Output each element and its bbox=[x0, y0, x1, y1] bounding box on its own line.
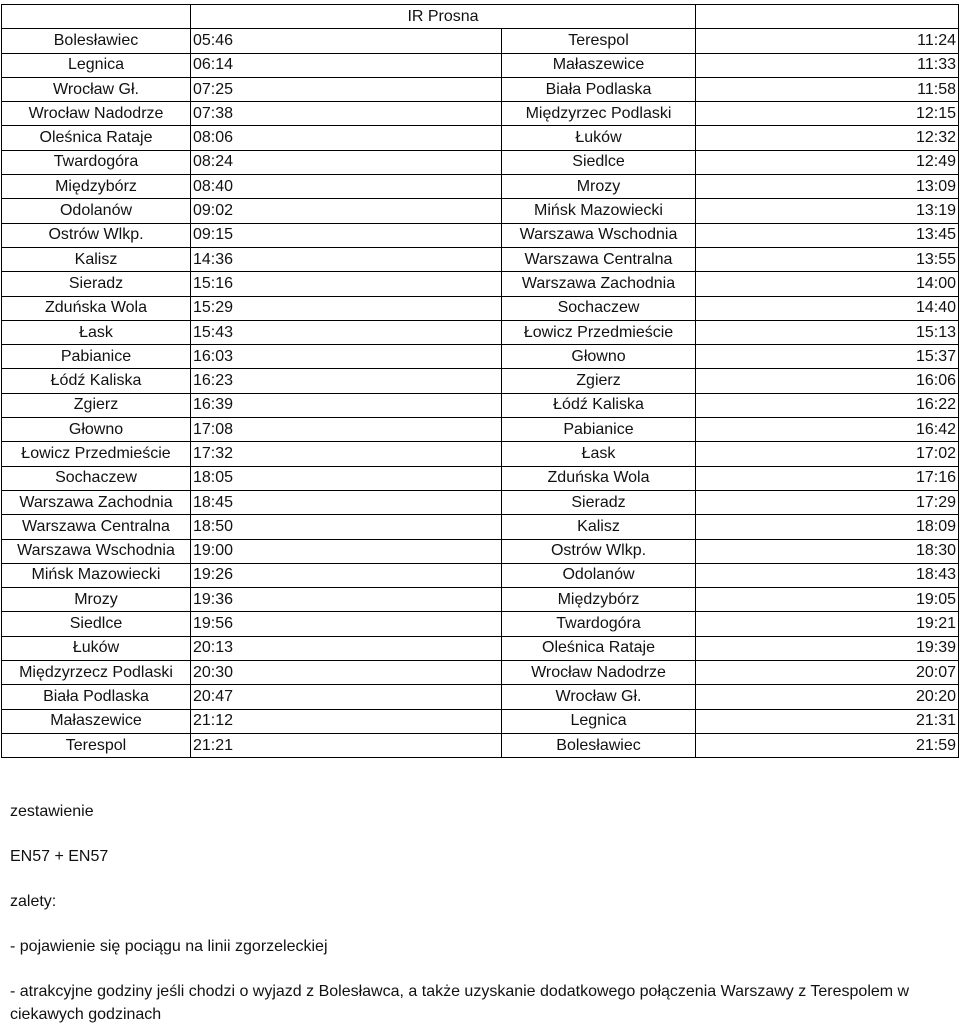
departure-station-cell: Twardogóra bbox=[2, 150, 191, 174]
return-station-cell: Łask bbox=[502, 442, 696, 466]
notes-heading: zestawienie bbox=[10, 803, 94, 820]
timetable-row bbox=[2, 223, 959, 247]
title-spacer-cell bbox=[2, 5, 191, 29]
timetable-row bbox=[2, 320, 959, 344]
departure-time-cell: 15:16 bbox=[191, 272, 502, 296]
departure-station-cell: Ostrów Wlkp. bbox=[2, 223, 191, 247]
departure-time-cell: 08:06 bbox=[191, 126, 502, 150]
departure-station-cell: Łask bbox=[2, 320, 191, 344]
train-title: IR Prosna bbox=[191, 5, 696, 29]
departure-station-cell: Warszawa Zachodnia bbox=[2, 490, 191, 514]
departure-station-cell: Warszawa Centralna bbox=[2, 515, 191, 539]
return-station-cell: Ostrów Wlkp. bbox=[502, 539, 696, 563]
return-time-cell: 11:33 bbox=[696, 53, 959, 77]
timetable-row bbox=[2, 77, 959, 101]
return-station-cell: Łuków bbox=[502, 126, 696, 150]
title-spacer-cell bbox=[696, 5, 959, 29]
return-time-cell: 11:24 bbox=[696, 29, 959, 53]
return-time-cell: 18:09 bbox=[696, 515, 959, 539]
departure-time-cell: 06:14 bbox=[191, 53, 502, 77]
timetable-row bbox=[2, 685, 959, 709]
return-station-cell: Twardogóra bbox=[502, 612, 696, 636]
departure-station-cell: Wrocław Gł. bbox=[2, 77, 191, 101]
timetable-row bbox=[2, 175, 959, 199]
timetable-row bbox=[2, 345, 959, 369]
departure-time-cell: 07:38 bbox=[191, 102, 502, 126]
return-time-cell: 15:37 bbox=[696, 345, 959, 369]
departure-time-cell: 20:47 bbox=[191, 685, 502, 709]
timetable-row bbox=[2, 102, 959, 126]
return-station-cell: Małaszewice bbox=[502, 53, 696, 77]
timetable-row bbox=[2, 199, 959, 223]
timetable-row bbox=[2, 612, 959, 636]
return-station-cell: Zduńska Wola bbox=[502, 466, 696, 490]
return-station-cell: Mińsk Mazowiecki bbox=[502, 199, 696, 223]
return-time-cell: 21:31 bbox=[696, 709, 959, 733]
return-time-cell: 16:42 bbox=[696, 418, 959, 442]
timetable-row bbox=[2, 369, 959, 393]
timetable-row bbox=[2, 733, 959, 757]
departure-time-cell: 15:43 bbox=[191, 320, 502, 344]
departure-time-cell: 17:32 bbox=[191, 442, 502, 466]
timetable-row bbox=[2, 272, 959, 296]
departure-time-cell: 19:26 bbox=[191, 563, 502, 587]
return-station-cell: Międzybórz bbox=[502, 588, 696, 612]
train-consist: EN57 + EN57 bbox=[10, 848, 109, 865]
departure-time-cell: 14:36 bbox=[191, 247, 502, 271]
departure-time-cell: 20:13 bbox=[191, 636, 502, 660]
return-station-cell: Warszawa Wschodnia bbox=[502, 223, 696, 247]
benefit-item: - pojawienie się pociągu na linii zgorzeleckiej bbox=[10, 938, 328, 955]
return-time-cell: 12:32 bbox=[696, 126, 959, 150]
return-station-cell: Terespol bbox=[502, 29, 696, 53]
benefits-label: zalety: bbox=[10, 893, 57, 910]
departure-time-cell: 20:30 bbox=[191, 661, 502, 685]
departure-station-cell: Oleśnica Rataje bbox=[2, 126, 191, 150]
departure-station-cell: Mrozy bbox=[2, 588, 191, 612]
departure-station-cell: Legnica bbox=[2, 53, 191, 77]
return-station-cell: Łowicz Przedmieście bbox=[502, 320, 696, 344]
departure-station-cell: Łowicz Przedmieście bbox=[2, 442, 191, 466]
return-station-cell: Sochaczew bbox=[502, 296, 696, 320]
departure-station-cell: Terespol bbox=[2, 733, 191, 757]
timetable-row bbox=[2, 418, 959, 442]
return-station-cell: Zgierz bbox=[502, 369, 696, 393]
return-time-cell: 18:43 bbox=[696, 563, 959, 587]
departure-station-cell: Sochaczew bbox=[2, 466, 191, 490]
departure-station-cell: Mińsk Mazowiecki bbox=[2, 563, 191, 587]
departure-station-cell: Warszawa Wschodnia bbox=[2, 539, 191, 563]
departure-time-cell: 16:03 bbox=[191, 345, 502, 369]
return-time-cell: 15:13 bbox=[696, 320, 959, 344]
timetable-row bbox=[2, 29, 959, 53]
timetable-row bbox=[2, 393, 959, 417]
return-time-cell: 19:39 bbox=[696, 636, 959, 660]
return-station-cell: Wrocław Gł. bbox=[502, 685, 696, 709]
return-station-cell: Głowno bbox=[502, 345, 696, 369]
return-time-cell: 17:02 bbox=[696, 442, 959, 466]
return-station-cell: Legnica bbox=[502, 709, 696, 733]
departure-time-cell: 19:00 bbox=[191, 539, 502, 563]
return-station-cell: Siedlce bbox=[502, 150, 696, 174]
return-time-cell: 12:49 bbox=[696, 150, 959, 174]
benefit-item: - atrakcyjne godziny jeśli chodzi o wyjazd z Bolesławca, a także uzyskanie dodatkowego połączenia Warszawy z Terespolem w ciekawych godzinach bbox=[10, 983, 910, 1023]
return-time-cell: 20:07 bbox=[696, 661, 959, 685]
return-time-cell: 16:22 bbox=[696, 393, 959, 417]
timetable-row bbox=[2, 126, 959, 150]
return-time-cell: 21:59 bbox=[696, 733, 959, 757]
departure-time-cell: 18:50 bbox=[191, 515, 502, 539]
departure-station-cell: Zgierz bbox=[2, 393, 191, 417]
departure-time-cell: 18:45 bbox=[191, 490, 502, 514]
departure-station-cell: Pabianice bbox=[2, 345, 191, 369]
departure-station-cell: Międzybórz bbox=[2, 175, 191, 199]
timetable-row bbox=[2, 466, 959, 490]
timetable-row bbox=[2, 150, 959, 174]
departure-time-cell: 09:15 bbox=[191, 223, 502, 247]
return-station-cell: Warszawa Zachodnia bbox=[502, 272, 696, 296]
timetable-row bbox=[2, 661, 959, 685]
timetable-row bbox=[2, 588, 959, 612]
timetable-body bbox=[2, 5, 959, 758]
departure-station-cell: Kalisz bbox=[2, 247, 191, 271]
timetable-row bbox=[2, 296, 959, 320]
return-station-cell: Biała Podlaska bbox=[502, 77, 696, 101]
return-time-cell: 12:15 bbox=[696, 102, 959, 126]
departure-time-cell: 17:08 bbox=[191, 418, 502, 442]
timetable-row bbox=[2, 563, 959, 587]
departure-time-cell: 07:25 bbox=[191, 77, 502, 101]
departure-time-cell: 19:36 bbox=[191, 588, 502, 612]
return-time-cell: 17:29 bbox=[696, 490, 959, 514]
return-time-cell: 18:30 bbox=[696, 539, 959, 563]
return-time-cell: 14:00 bbox=[696, 272, 959, 296]
departure-time-cell: 16:23 bbox=[191, 369, 502, 393]
departure-station-cell: Głowno bbox=[2, 418, 191, 442]
return-station-cell: Międzyrzec Podlaski bbox=[502, 102, 696, 126]
departure-time-cell: 15:29 bbox=[191, 296, 502, 320]
return-time-cell: 13:45 bbox=[696, 223, 959, 247]
return-time-cell: 17:16 bbox=[696, 466, 959, 490]
departure-station-cell: Zduńska Wola bbox=[2, 296, 191, 320]
departure-station-cell: Międzyrzecz Podlaski bbox=[2, 661, 191, 685]
timetable-row bbox=[2, 490, 959, 514]
timetable-row bbox=[2, 709, 959, 733]
return-time-cell: 11:58 bbox=[696, 77, 959, 101]
departure-time-cell: 08:24 bbox=[191, 150, 502, 174]
return-time-cell: 19:21 bbox=[696, 612, 959, 636]
title-row bbox=[2, 5, 959, 29]
return-station-cell: Łódź Kaliska bbox=[502, 393, 696, 417]
timetable-row bbox=[2, 539, 959, 563]
timetable bbox=[1, 4, 959, 758]
return-time-cell: 13:09 bbox=[696, 175, 959, 199]
return-station-cell: Odolanów bbox=[502, 563, 696, 587]
departure-time-cell: 08:40 bbox=[191, 175, 502, 199]
departure-station-cell: Biała Podlaska bbox=[2, 685, 191, 709]
timetable-row bbox=[2, 515, 959, 539]
timetable-row bbox=[2, 442, 959, 466]
timetable-row bbox=[2, 53, 959, 77]
notes-section bbox=[10, 800, 940, 1026]
return-station-cell: Bolesławiec bbox=[502, 733, 696, 757]
return-station-cell: Sieradz bbox=[502, 490, 696, 514]
departure-station-cell: Sieradz bbox=[2, 272, 191, 296]
departure-time-cell: 05:46 bbox=[191, 29, 502, 53]
departure-station-cell: Małaszewice bbox=[2, 709, 191, 733]
timetable-row bbox=[2, 636, 959, 660]
return-station-cell: Mrozy bbox=[502, 175, 696, 199]
return-time-cell: 20:20 bbox=[696, 685, 959, 709]
departure-station-cell: Odolanów bbox=[2, 199, 191, 223]
departure-time-cell: 19:56 bbox=[191, 612, 502, 636]
departure-time-cell: 21:12 bbox=[191, 709, 502, 733]
return-time-cell: 19:05 bbox=[696, 588, 959, 612]
return-time-cell: 14:40 bbox=[696, 296, 959, 320]
departure-time-cell: 18:05 bbox=[191, 466, 502, 490]
return-time-cell: 13:19 bbox=[696, 199, 959, 223]
return-time-cell: 16:06 bbox=[696, 369, 959, 393]
timetable-row bbox=[2, 247, 959, 271]
departure-time-cell: 09:02 bbox=[191, 199, 502, 223]
departure-station-cell: Siedlce bbox=[2, 612, 191, 636]
departure-time-cell: 16:39 bbox=[191, 393, 502, 417]
return-station-cell: Oleśnica Rataje bbox=[502, 636, 696, 660]
return-station-cell: Warszawa Centralna bbox=[502, 247, 696, 271]
departure-station-cell: Bolesławiec bbox=[2, 29, 191, 53]
return-station-cell: Wrocław Nadodrze bbox=[502, 661, 696, 685]
return-station-cell: Kalisz bbox=[502, 515, 696, 539]
departure-station-cell: Łódź Kaliska bbox=[2, 369, 191, 393]
departure-time-cell: 21:21 bbox=[191, 733, 502, 757]
departure-station-cell: Łuków bbox=[2, 636, 191, 660]
departure-station-cell: Wrocław Nadodrze bbox=[2, 102, 191, 126]
return-time-cell: 13:55 bbox=[696, 247, 959, 271]
return-station-cell: Pabianice bbox=[502, 418, 696, 442]
